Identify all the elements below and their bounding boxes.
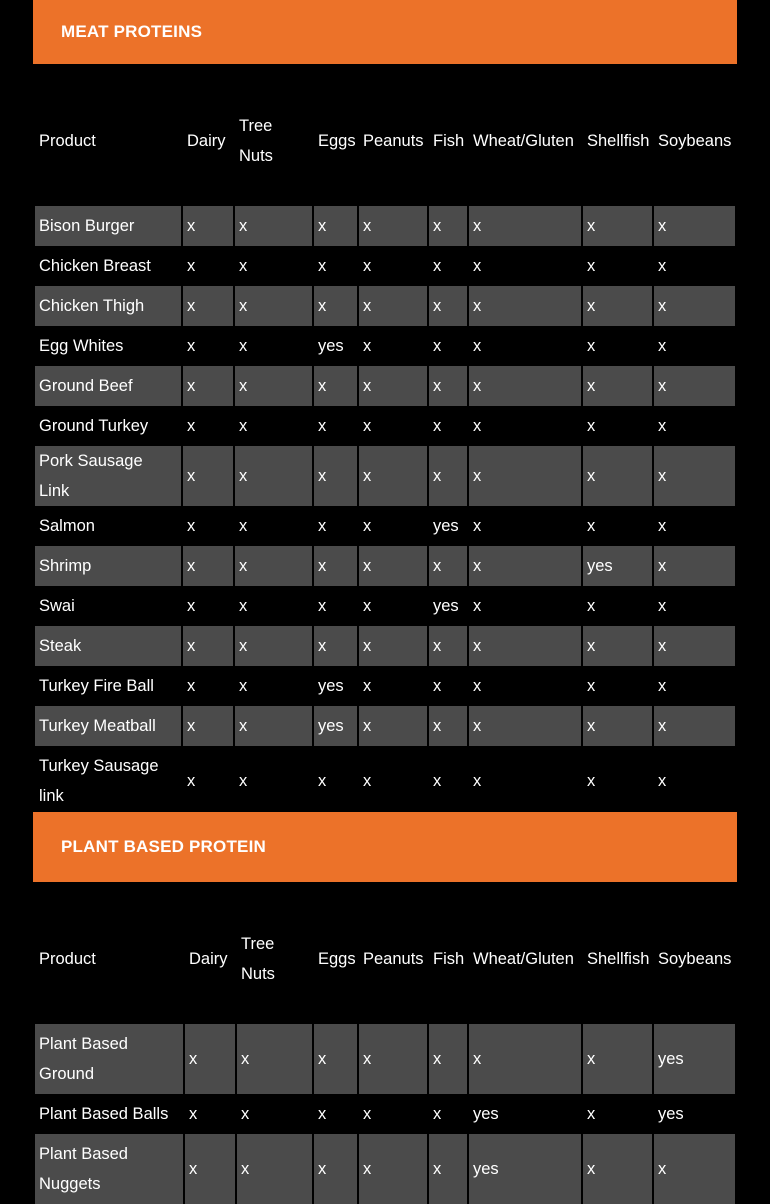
allergen-cell: x: [429, 546, 467, 586]
column-header: Shellfish: [587, 132, 650, 150]
allergen-cell: x: [185, 1134, 235, 1204]
allergen-cell: x: [187, 772, 196, 790]
allergen-cell: x: [429, 206, 467, 246]
table-row: [35, 286, 735, 326]
allergen-cell: x: [429, 366, 467, 406]
allergen-cell: x: [359, 206, 427, 246]
allergen-cell: yes: [654, 1024, 735, 1094]
allergen-cell: x: [183, 626, 233, 666]
product-cell: Chicken Thigh: [35, 286, 181, 326]
allergen-cell: x: [654, 286, 735, 326]
table-row: [35, 406, 735, 446]
allergen-cell: x: [587, 772, 596, 790]
allergen-cell: x: [587, 597, 596, 615]
allergen-cell: x: [363, 517, 372, 535]
product-cell: Turkey Meatball: [35, 706, 181, 746]
allergen-cell: x: [239, 337, 248, 355]
allergen-cell: x: [314, 1134, 357, 1204]
allergen-cell: x: [314, 1024, 357, 1094]
allergen-cell: x: [318, 597, 327, 615]
allergen-cell: x: [359, 1134, 427, 1204]
column-header: Peanuts: [363, 950, 424, 968]
table-row: [35, 546, 735, 586]
allergen-cell: x: [473, 597, 482, 615]
table-row: [35, 706, 735, 746]
allergen-cell: x: [429, 446, 467, 506]
allergen-cell: x: [469, 286, 581, 326]
allergen-cell: x: [587, 337, 596, 355]
allergen-cell: x: [654, 366, 735, 406]
table-row: [35, 506, 735, 546]
column-header: Peanuts: [363, 132, 424, 150]
allergen-cell: x: [239, 677, 248, 695]
table-row: [35, 446, 735, 506]
allergen-cell: yes: [658, 1105, 684, 1123]
allergen-cell: x: [314, 206, 357, 246]
allergen-cell: x: [239, 417, 248, 435]
allergen-table-plant: [33, 894, 737, 1204]
product-cell: Plant Based Ground: [35, 1024, 183, 1094]
allergen-cell: x: [187, 597, 196, 615]
allergen-cell: x: [473, 677, 482, 695]
table-header-row: [35, 894, 735, 1024]
allergen-cell: x: [654, 706, 735, 746]
allergen-cell: x: [433, 772, 442, 790]
table-row: [35, 326, 735, 366]
allergen-cell: x: [363, 337, 372, 355]
allergen-cell: x: [363, 417, 372, 435]
allergen-cell: yes: [433, 597, 459, 615]
table-row: [35, 246, 735, 286]
allergen-cell: x: [359, 286, 427, 326]
allergen-cell: x: [658, 337, 667, 355]
allergen-cell: x: [469, 626, 581, 666]
allergen-cell: x: [583, 706, 652, 746]
allergen-cell: x: [654, 446, 735, 506]
allergen-cell: x: [469, 446, 581, 506]
allergen-cell: x: [429, 1024, 467, 1094]
product-cell: Swai: [39, 597, 75, 615]
allergen-cell: x: [658, 417, 667, 435]
allergen-cell: x: [235, 706, 312, 746]
allergen-cell: x: [239, 517, 248, 535]
allergen-cell: x: [363, 1105, 372, 1123]
column-header: Eggs: [318, 132, 356, 150]
allergen-cell: x: [318, 417, 327, 435]
allergen-cell: x: [359, 366, 427, 406]
column-header: Dairy: [187, 132, 226, 150]
allergen-cell: x: [473, 772, 482, 790]
product-cell: Ground Turkey: [39, 417, 149, 435]
allergen-cell: x: [187, 677, 196, 695]
column-header: Wheat/Gluten: [473, 950, 574, 968]
allergen-cell: yes: [318, 677, 344, 695]
table-row: [35, 206, 735, 246]
allergen-cell: x: [429, 286, 467, 326]
table-row: [35, 586, 735, 626]
column-header: Tree Nuts: [239, 117, 273, 165]
allergen-cell: x: [235, 626, 312, 666]
allergen-cell: x: [654, 1134, 735, 1204]
product-cell: Plant Based Balls: [39, 1105, 169, 1123]
column-header: Wheat/Gluten: [473, 132, 574, 150]
column-header: Shellfish: [587, 950, 650, 968]
table-row: [35, 1094, 735, 1134]
table-header-row: [35, 76, 735, 206]
product-cell: Chicken Breast: [39, 257, 151, 275]
allergen-cell: x: [318, 1105, 327, 1123]
product-cell: Bison Burger: [35, 206, 181, 246]
section-title: PLANT BASED PROTEIN: [61, 837, 266, 856]
allergen-cell: x: [473, 517, 482, 535]
product-cell: Steak: [35, 626, 181, 666]
allergen-cell: x: [429, 706, 467, 746]
allergen-cell: x: [583, 626, 652, 666]
allergen-cell: x: [433, 1105, 442, 1123]
section-header-plant: [33, 812, 737, 882]
column-header: Eggs: [318, 950, 356, 968]
section-header-meat: [33, 0, 737, 64]
allergen-cell: x: [473, 337, 482, 355]
allergen-cell: x: [583, 1024, 652, 1094]
allergen-cell: x: [185, 1024, 235, 1094]
allergen-cell: x: [314, 446, 357, 506]
allergen-cell: yes: [469, 1134, 581, 1204]
allergen-cell: x: [314, 286, 357, 326]
allergen-cell: x: [235, 446, 312, 506]
allergen-cell: x: [363, 597, 372, 615]
allergen-cell: x: [473, 257, 482, 275]
allergen-cell: x: [469, 546, 581, 586]
allergen-cell: x: [235, 286, 312, 326]
table-row: [35, 1024, 735, 1094]
allergen-cell: x: [587, 1105, 596, 1123]
allergen-cell: x: [658, 677, 667, 695]
column-header: Dairy: [189, 950, 228, 968]
allergen-cell: x: [183, 286, 233, 326]
allergen-cell: x: [583, 446, 652, 506]
allergen-cell: x: [318, 772, 327, 790]
table-row: [35, 626, 735, 666]
allergen-cell: x: [187, 517, 196, 535]
allergen-cell: x: [359, 626, 427, 666]
table-row: [35, 1134, 735, 1204]
allergen-cell: x: [363, 772, 372, 790]
allergen-cell: x: [583, 286, 652, 326]
allergen-cell: x: [363, 677, 372, 695]
allergen-cell: x: [433, 257, 442, 275]
allergen-cell: x: [318, 517, 327, 535]
allergen-cell: x: [183, 206, 233, 246]
allergen-cell: x: [429, 626, 467, 666]
column-header: Soybeans: [658, 132, 732, 150]
product-cell: Plant Based Nuggets: [35, 1134, 183, 1204]
allergen-cell: x: [658, 772, 667, 790]
allergen-cell: yes: [314, 706, 357, 746]
allergen-cell: yes: [433, 517, 459, 535]
allergen-cell: x: [235, 546, 312, 586]
allergen-cell: x: [314, 546, 357, 586]
allergen-cell: x: [429, 1134, 467, 1204]
product-cell: Turkey Sausage link: [39, 757, 159, 805]
allergen-cell: x: [359, 1024, 427, 1094]
allergen-cell: x: [183, 366, 233, 406]
column-header: Soybeans: [658, 950, 732, 968]
allergen-table-meat: [33, 76, 737, 816]
allergen-cell: x: [587, 677, 596, 695]
allergen-cell: x: [654, 206, 735, 246]
allergen-cell: x: [587, 417, 596, 435]
allergen-cell: x: [359, 446, 427, 506]
allergen-cell: x: [469, 1024, 581, 1094]
allergen-cell: x: [237, 1134, 312, 1204]
column-header: Fish: [433, 950, 465, 968]
allergen-cell: yes: [473, 1105, 499, 1123]
allergen-cell: x: [235, 366, 312, 406]
allergen-cell: x: [658, 517, 667, 535]
allergen-cell: x: [658, 257, 667, 275]
allergen-cell: x: [239, 597, 248, 615]
allergen-cell: x: [183, 546, 233, 586]
allergen-cell: x: [189, 1105, 198, 1123]
allergen-cell: x: [473, 417, 482, 435]
allergen-cell: x: [187, 417, 196, 435]
allergen-cell: x: [469, 706, 581, 746]
table-row: [35, 666, 735, 706]
table-row: [35, 366, 735, 406]
allergen-cell: x: [241, 1105, 250, 1123]
product-cell: Pork Sausage Link: [35, 446, 181, 506]
allergen-cell: x: [587, 257, 596, 275]
allergen-cell: x: [469, 366, 581, 406]
allergen-cell: x: [239, 257, 248, 275]
allergen-cell: x: [359, 546, 427, 586]
allergen-cell: x: [359, 706, 427, 746]
section-title: MEAT PROTEINS: [61, 22, 203, 41]
allergen-cell: x: [654, 626, 735, 666]
product-cell: Ground Beef: [35, 366, 181, 406]
allergen-cell: x: [433, 677, 442, 695]
allergen-cell: x: [314, 626, 357, 666]
product-cell: Salmon: [39, 517, 95, 535]
allergen-cell: x: [363, 257, 372, 275]
allergen-cell: x: [583, 1134, 652, 1204]
allergen-cell: x: [658, 597, 667, 615]
allergen-cell: x: [654, 546, 735, 586]
allergen-cell: x: [183, 446, 233, 506]
allergen-cell: x: [239, 772, 248, 790]
allergen-cell: x: [187, 257, 196, 275]
allergen-cell: x: [469, 206, 581, 246]
column-header: Tree Nuts: [241, 935, 275, 983]
allergen-cell: x: [237, 1024, 312, 1094]
allergen-cell: x: [583, 206, 652, 246]
allergen-cell: x: [314, 366, 357, 406]
allergen-cell: x: [187, 337, 196, 355]
table-row: [35, 746, 735, 816]
allergen-cell: x: [183, 706, 233, 746]
column-header: Product: [39, 950, 96, 968]
allergen-cell: x: [433, 417, 442, 435]
allergen-cell: x: [587, 517, 596, 535]
product-cell: Egg Whites: [39, 337, 124, 355]
allergen-cell: x: [433, 337, 442, 355]
allergen-cell: x: [583, 366, 652, 406]
column-header: Fish: [433, 132, 465, 150]
product-cell: Turkey Fire Ball: [39, 677, 154, 695]
allergen-cell: x: [318, 257, 327, 275]
product-cell: Shrimp: [35, 546, 181, 586]
column-header: Product: [39, 132, 96, 150]
allergen-cell: yes: [583, 546, 652, 586]
allergen-cell: yes: [318, 337, 344, 355]
allergen-cell: x: [235, 206, 312, 246]
